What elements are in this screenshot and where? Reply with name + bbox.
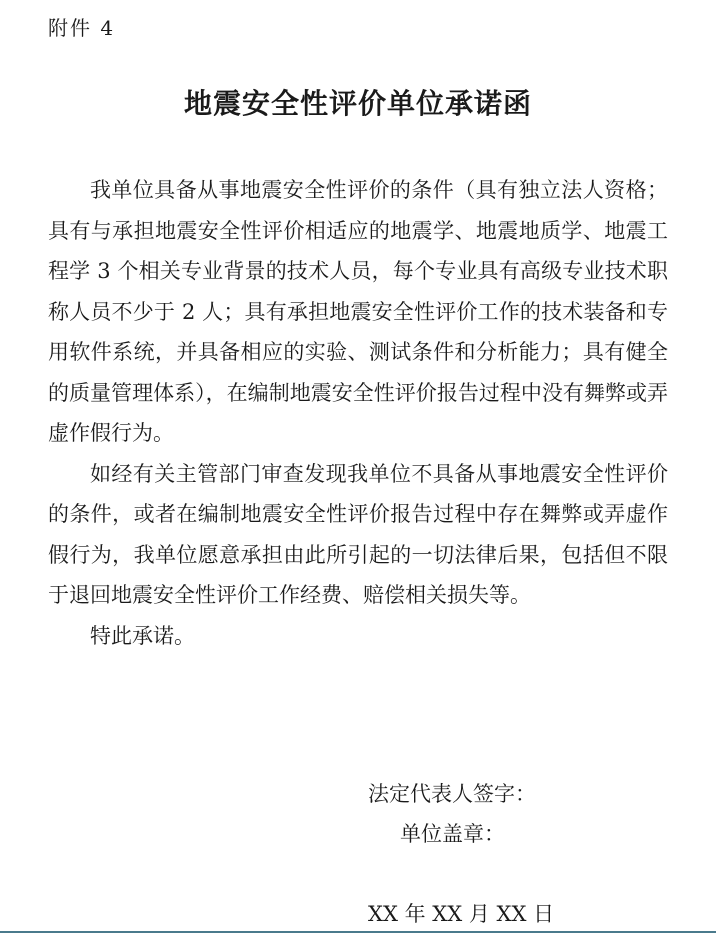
unit-seal-label: 单位盖章： bbox=[400, 822, 505, 846]
letter-body bbox=[48, 170, 668, 656]
document-title: 地震安全性评价单位承诺函 bbox=[183, 87, 532, 120]
signature-block bbox=[368, 774, 554, 934]
paragraph-liability: 如经有关主管部门审查发现我单位不具备从事地震安全性评价的条件，或者在编制地震安全性评价报告过程中存在舞弊或弄虚作假行为，我单位愿意承担由此所引起的一切法律后果，包括但不限于退回地震安全性评价工作经费、赔偿相关损失等。 bbox=[48, 461, 668, 607]
signature-date: XX 年 XX 月 XX 日 bbox=[368, 902, 555, 926]
paragraph-conditions: 我单位具备从事地震安全性评价的条件（具有独立法人资格；具有与承担地震安全性评价相适应的地震学、地震地质学、地震工程学 3 个相关专业背景的技术人员，每个专业具有高级专业技术职称人员不少于 2 人；具有承担地震安全性评价工作的技术装备和专用软件系统，并具备相应的实验、测试条件和分析能力；具有健全的质量管理体系），在编制地震安全性评价报告过程中没有舞弊或弄虚作假行为。 bbox=[48, 178, 668, 445]
representative-signature-label: 法定代表人签字： bbox=[368, 782, 536, 806]
paragraph-closing: 特此承诺。 bbox=[90, 623, 195, 648]
attachment-label: 附件 4 bbox=[48, 16, 116, 40]
